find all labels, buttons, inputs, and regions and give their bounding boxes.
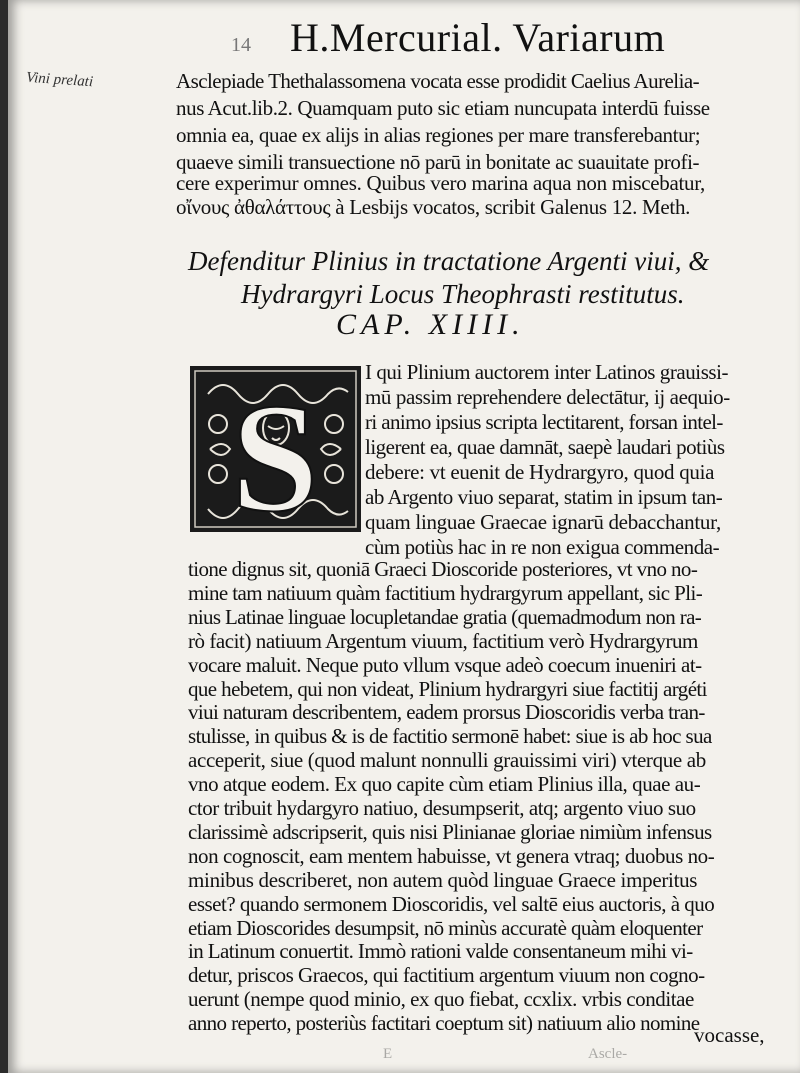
body-line: ri animo ipsius scripta lectitarent, forsan intel-: [365, 410, 723, 434]
chapter-number: CAP. XIIII.: [336, 308, 525, 341]
signature-mark: E: [383, 1046, 393, 1062]
body-line: nius Latinae linguae locupletandae gratia (quemadmodum non ra-: [188, 604, 702, 629]
body-line: I qui Plinium auctorem inter Latinos grauissi-: [365, 360, 729, 384]
intro-line: οἴνους ἀθαλάττους à Lesbijs vocatos, scribit Galenus 12. Meth.: [176, 195, 691, 219]
body-line: non cognoscit, eam mentem habuisse, vt genera vtraq; duobus no-: [188, 843, 715, 868]
initial-letter: S: [231, 371, 319, 534]
body-line: vno atque eodem. Ex quo capite cùm etiam Plinius illa, quae au-: [188, 772, 701, 797]
body-line: clarissimè adscripserit, quis nisi Plinianae gloriae nimiùm infensus: [188, 819, 712, 844]
handwritten-margin-note: Vini prelati: [25, 69, 94, 91]
body-line: ligerent ea, quae damnāt, saepè laudari potiùs: [365, 435, 725, 459]
body-line: mine tam natiuum quàm factitium hydrargyrum appellant, sic Pli-: [188, 580, 703, 605]
intro-line: nus Acut.lib.2. Quamquam puto sic etiam nuncupata interdū fuisse: [176, 96, 710, 120]
signature-mark-right: Ascle-: [588, 1046, 628, 1062]
show-through-text: [478, 228, 482, 246]
body-line: etiam Dioscorides desumpsit, nō minùs accuratè quàm eloquenter: [188, 915, 703, 940]
body-line: uerunt (nempe quod minio, ex quo fiebat, ccxlix. vrbis conditae: [188, 987, 694, 1012]
body-line: acceperit, siue (quod malunt nonnulli grauissimi viri) vterque ab: [188, 748, 706, 773]
body-line: ctor tribuit hydargyro natiuo, desumpserit, atq; argento viuo suo: [188, 796, 696, 820]
body-line: minibus describeret, non autem quòd linguae Graece imperitus: [188, 867, 698, 892]
running-title: H.Mercurial. Variarum: [290, 15, 666, 60]
catchword: vocasse,: [694, 1023, 765, 1047]
body-line: detur, priscos Graecos, qui factitium argentum viuum non cogno-: [188, 963, 705, 988]
body-line: tione dignus sit, quoniā Graeci Dioscoride posteriores, vt vno no-: [188, 557, 698, 581]
folio-number: 14: [231, 34, 251, 56]
body-line: ab Argento viuo separat, statim in ipsum tan-: [365, 485, 723, 509]
body-line: stulisse, in quibus & is de factitio sermonē habet: siue is ab hoc sua: [188, 724, 712, 749]
book-page: [8, 0, 800, 1073]
decorated-initial-s: [188, 364, 363, 534]
body-line: vocare maluit. Neque puto vllum vsque adeò coecum inueniri at-: [188, 652, 702, 677]
intro-line: quaeve simili transuectione nō parū in bonitate ac suauitate profi-: [176, 150, 700, 174]
intro-line: omnia ea, quae ex alijs in alias regiones per mare transferebantur;: [176, 123, 701, 147]
body-line: mū passim reprehendere delectātur, ij aequio-: [365, 385, 730, 409]
body-line: quam linguae Graecae ignarū debacchantur,: [365, 510, 721, 534]
body-line: rò facit) natiuum Argentum viuum, factitium verò Hydrargyrum: [188, 628, 698, 653]
body-line: anno reperto, posteriùs factitari coeptum sit) natiuum alio nomine: [188, 1011, 700, 1036]
body-line: in Latinum conuertit. Immò rationi valde consentaneum mihi vi-: [188, 939, 693, 964]
body-line: que hebetem, qui non videat, Plinium hydrargyri siue factitij argéti: [188, 676, 707, 701]
intro-line: Asclepiade Thethalassomena vocata esse prodidit Caelius Aurelia-: [176, 69, 700, 93]
body-line: cùm potiùs hac in re non exigua commenda-: [365, 535, 720, 559]
chapter-heading-line: Defenditur Plinius in tractatione Argenti viui, &: [188, 246, 710, 276]
body-line: viui naturam describentem, eadem prorsus Dioscoridis verba tran-: [188, 700, 705, 725]
body-line: debere: vt euenit de Hydrargyro, quod quia: [365, 460, 715, 484]
intro-line: cere experimur omnes. Quibus vero marina aqua non miscebatur,: [176, 171, 706, 195]
body-line: esset? quando sermonem Dioscoridis, vel saltē eius auctoris, à quo: [188, 891, 715, 916]
chapter-heading-line: Hydrargyri Locus Theophrasti restitutus.: [241, 279, 685, 309]
